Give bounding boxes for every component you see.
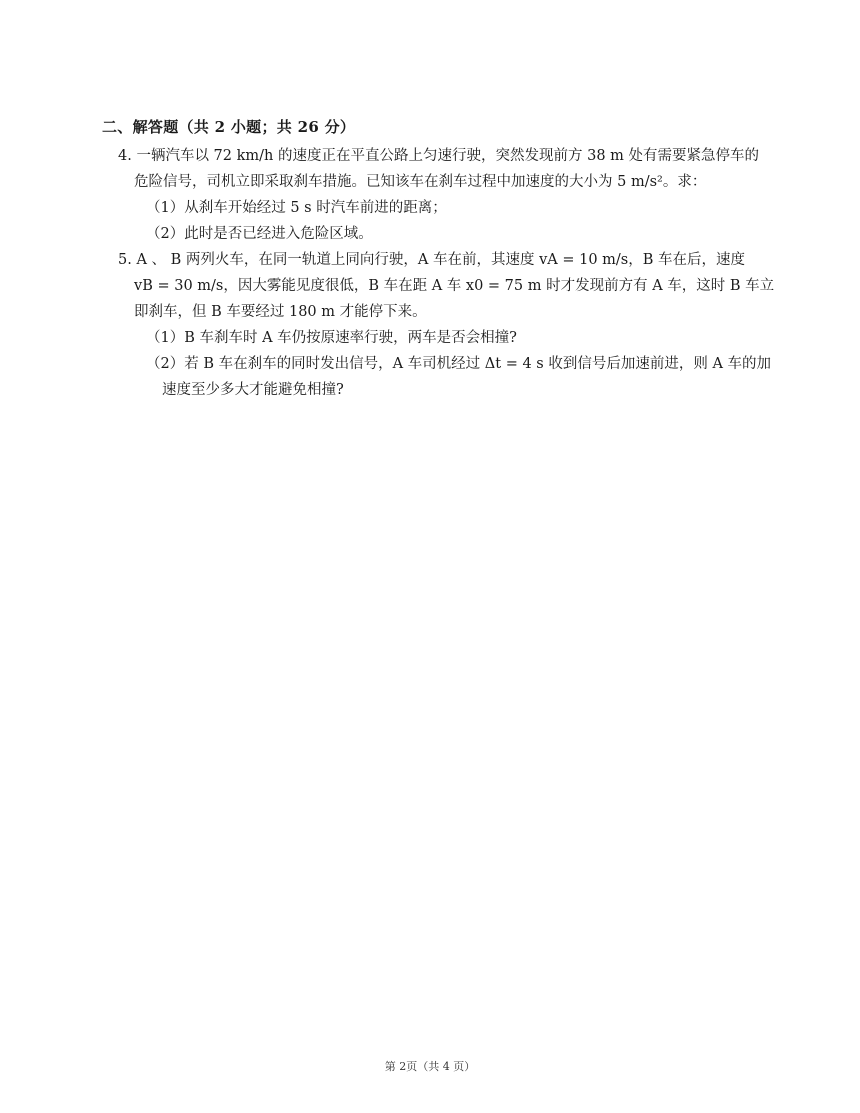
- page-footer: 第 2页（共 4 页）: [384, 1060, 476, 1073]
- section-title: 二、解答题（共 2 小题；共 26 分）: [102, 118, 356, 136]
- question-5-part-1: （1）B 车刹车时 A 车仍按原速率行驶，两车是否会相撞?: [146, 330, 517, 346]
- question-5-line-2: vB = 30 m/s，因大雾能见度很低，B 车在距 A 车 x0 = 75 m 时才发现前方有 A 车，这时 B 车立: [134, 278, 775, 294]
- question-4-part-2: （2）此时是否已经进入危险区域。: [146, 226, 373, 242]
- question-5-line-3: 即刹车，但 B 车要经过 180 m 才能停下来。: [134, 304, 427, 320]
- question-5-part-2-cont: 速度至少多大才能避免相撞?: [162, 382, 344, 398]
- question-4-line-2: 危险信号，司机立即采取刹车措施。已知该车在刹车过程中加速度的大小为 5 m/s²。求：: [134, 174, 707, 190]
- question-5-part-2: （2）若 B 车在刹车的同时发出信号，A 车司机经过 Δt = 4 s 收到信号后加速前进，则 A 车的加: [146, 356, 772, 372]
- question-5-line-1: 5. A 、 B 两列火车，在同一轨道上同向行驶，A 车在前，其速度 vA = 10 m/s，B 车在后，速度: [118, 252, 746, 268]
- question-4-part-1: （1）从刹车开始经过 5 s 时汽车前进的距离；: [146, 200, 447, 216]
- question-4-line-1: 4. 一辆汽车以 72 km/h 的速度正在平直公路上匀速行驶，突然发现前方 38 m 处有需要紧急停车的: [118, 148, 760, 164]
